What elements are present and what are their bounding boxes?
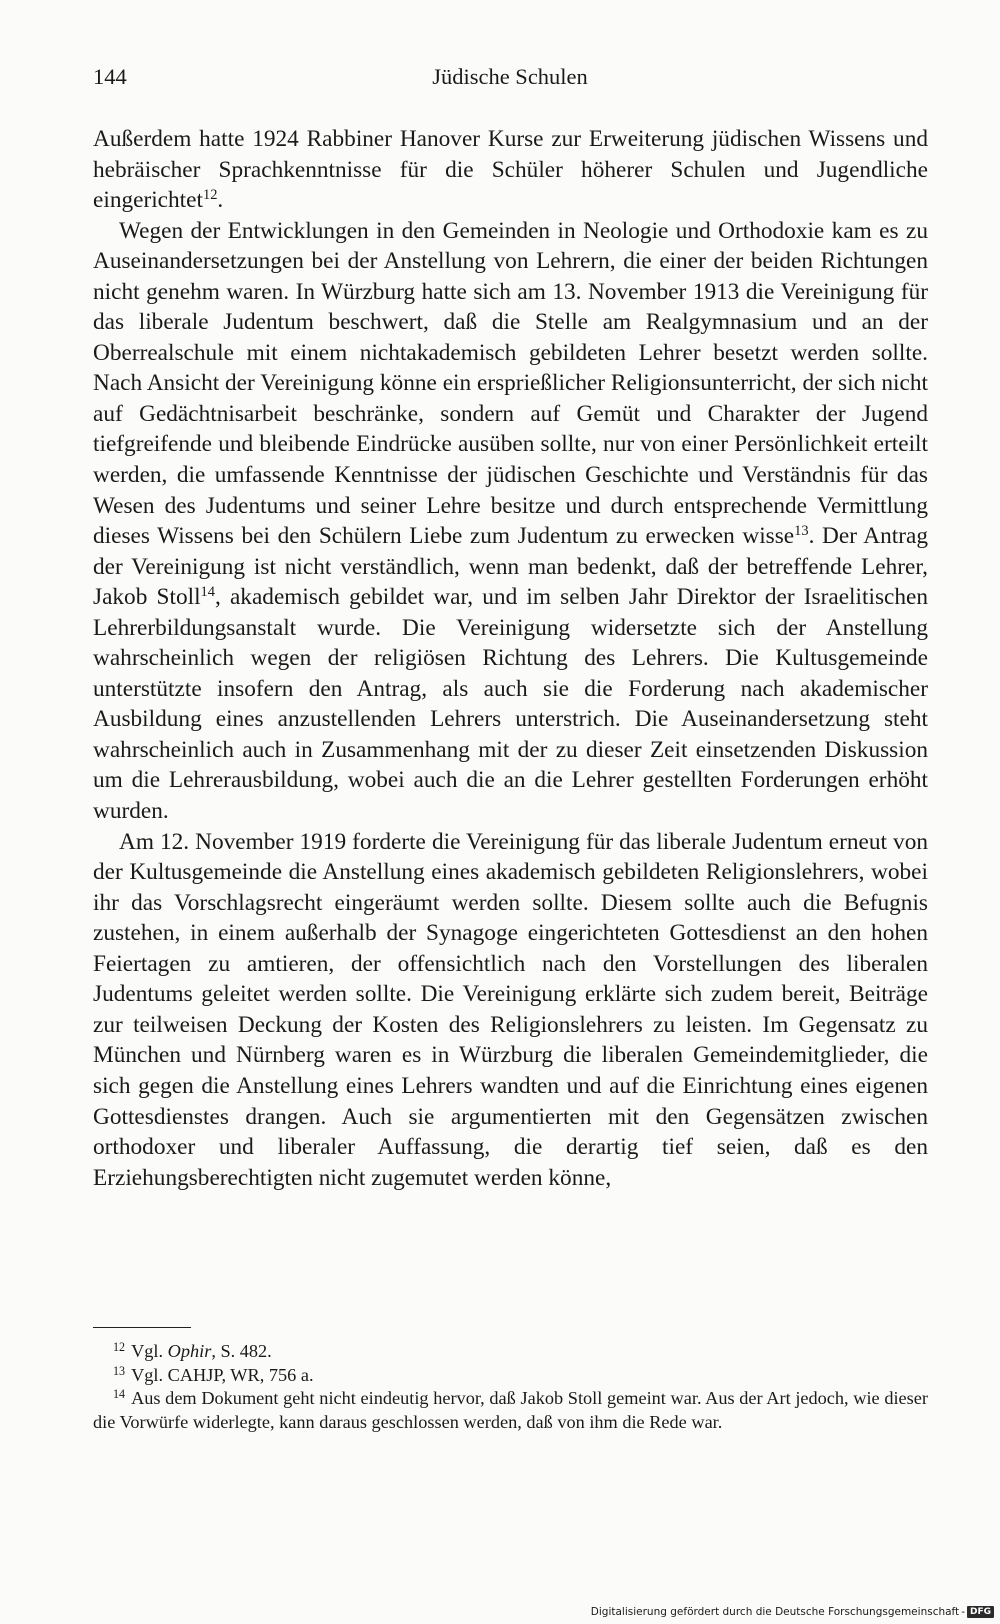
- paragraph-1: Außerdem hatte 1924 Rabbiner Hanover Kurse zur Erweiterung jüdischen Wissens und hebräischer Sprachkenntnisse für die Schüler höherer Schulen und Jugendliche eingerichtet$^{12}$.: [93, 126, 928, 214]
- body-text: [93, 124, 928, 1193]
- running-title: Jüdische Schulen: [432, 64, 588, 89]
- credit-text: Digitalisierung gefördert durch die Deutsche Forschungsgemeinschaft: [590, 1606, 960, 1618]
- footnote-divider: [93, 1327, 191, 1328]
- footnotes: [93, 1340, 928, 1434]
- footnote-14: $^{14}$ Aus dem Dokument geht nicht eindeutig hervor, daß Jakob Stoll gemeint war. Aus der Art jedoch, wie dieser die Vorwürfe widerlegte, kann daraus geschlossen werden, daß von ihm die Rede war.: [93, 1387, 928, 1432]
- paragraph-2: Wegen der Entwicklungen in den Gemeinden in Neologie und Orthodoxie kam es zu Auseinandersetzungen bei der Anstellung von Lehrern, die einer der beiden Richtungen nicht genehm waren. In Würzburg hatte sich am 13. November 1913 die Vereinigung für das liberale Judentum beschwert, daß die Stelle am Realgymnasium und an der Oberrealschule mit einem nichtakademisch gebildeten Lehrer besetzt werden sollte. Nach Ansicht der Vereinigung könne ein ersprießlicher Religionsunterricht, der sich nicht auf Gedächtnisarbeit beschränke, sondern auf Gemüt und Charakter der Jugend tiefgreifende und bleibende Eindrücke ausüben sollte, nur von einer Persönlichkeit erteilt werden, die umfassende Kenntnisse der jüdischen Geschichte und Verständnis für das Wesen des Judentums und seiner Lehre besitze und durch entsprechende Vermittlung dieses Wissens bei den Schülern Liebe zum Judentum zu erwecken wisse$^{13}$. Der Antrag der Vereinigung ist nicht verständlich, wenn man bedenkt, daß der betreffende Lehrer, Jakob Stoll$^{14}$, akademisch gebildet war, und im selben Jahr Direktor der Israelitischen Lehrerbildungsanstalt wurde. Die Vereinigung widersetzte sich der Anstellung wahrscheinlich wegen der religiösen Richtung des Lehrers. Die Kultusgemeinde unterstützte insofern den Antrag, als auch sie die Forderung nach akademischer Ausbildung eines anzustellenden Lehrers unterstrich. Die Auseinandersetzung steht wahrscheinlich auch in Zusammenhang mit der zu dieser Zeit einsetzenden Diskussion um die Lehrerausbildung, wobei auch die an die Lehrer gestellten Forderungen erhöht wurden.: [93, 217, 928, 825]
- paragraph-3: Am 12. November 1919 forderte die Vereinigung für das liberale Judentum erneut von der Kultusgemeinde die Anstellung eines akademisch gebildeten Religionslehrers, wobei ihr das Vorschlagsrecht eingeräumt werden sollte. Diesem sollte auch die Befugnis zustehen, in einem außerhalb der Synagoge eingerichteten Gottesdienst an den hohen Feiertagen zu amtieren, der offensichtlich nach den Vorstellungen des liberalen Judentums geleitet werden sollte. Die Vereinigung erklärte sich zudem bereit, Beiträge zur teilweisen Deckung der Kosten des Religionslehrers zu leisten. Im Gegensatz zu München und Nürnberg waren es in Würzburg die liberalen Gemeindemitglieder, die sich gegen die Anstellung eines Lehrers wandten und auf die Einrichtung eines eigenen Gottesdienstes drangen. Auch sie argumentierten mit den Gegensätzen zwischen orthodoxer und liberaler Auffassung, die derartig tief seien, daß es den Erziehungsberechtigten nicht zugemutet werden könne,: [93, 828, 928, 1191]
- dfg-logo: DFG: [967, 1606, 994, 1618]
- footnote-13: $^{13}$ Vgl. CAHJP, WR, 756 a.: [113, 1363, 314, 1385]
- digitization-credit: Digitalisierung gefördert durch die Deutsche Forschungsgemeinschaft - DFG: [591, 1606, 994, 1618]
- footnote-ref-12: 12: [202, 187, 218, 204]
- footnote-ref-14: 14: [200, 584, 215, 601]
- footnote-12: $^{12}$ Vgl. Ophir, S. 482.: [113, 1339, 272, 1361]
- page-number: 144: [93, 64, 127, 89]
- footnote-ref-13: 13: [794, 523, 809, 540]
- page-header: [93, 64, 927, 98]
